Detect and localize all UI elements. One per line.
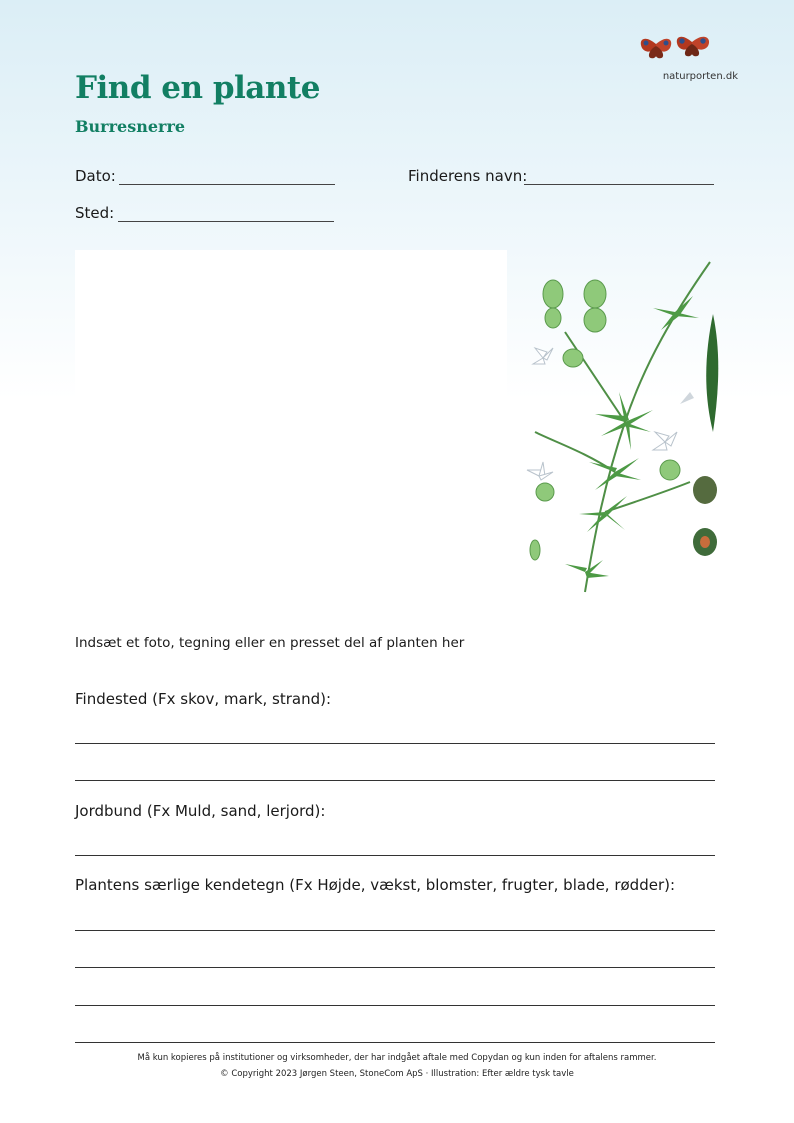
page-title: Find en plante (75, 70, 320, 106)
location-label: Findested (Fx skov, mark, strand): (75, 690, 332, 708)
date-field[interactable] (119, 184, 335, 185)
photo-instruction: Indsæt et foto, tegning eller en presset del af planten her (75, 635, 465, 651)
soil-line-1[interactable] (75, 855, 715, 856)
location-line-1[interactable] (75, 743, 715, 744)
plant-illustration-icon (515, 252, 727, 608)
location-line-2[interactable] (75, 780, 715, 781)
date-label: Dato: (75, 167, 116, 185)
place-label: Sted: (75, 204, 115, 222)
plant-name: Burresnerre (75, 117, 186, 136)
place-field[interactable] (118, 221, 334, 222)
footer-copyright: © Copyright 2023 Jørgen Steen, StoneCom ApS · Illustration: Efter ældre tysk tavle (220, 1069, 574, 1079)
footer-license: Må kun kopieres på institutioner og virksomheder, der har indgået aftale med Copydan og kun inden for aftalens rammer. (137, 1053, 657, 1063)
finder-name-field[interactable] (524, 184, 714, 185)
butterfly-icon (634, 28, 718, 66)
photo-area[interactable] (75, 250, 507, 606)
site-name: naturporten.dk (662, 71, 738, 82)
features-label: Plantens særlige kendetegn (Fx Højde, vækst, blomster, frugter, blade, rødder): (75, 876, 676, 894)
soil-label: Jordbund (Fx Muld, sand, lerjord): (75, 802, 326, 820)
features-line-1[interactable] (75, 930, 715, 931)
features-line-4[interactable] (75, 1042, 715, 1043)
features-line-2[interactable] (75, 967, 715, 968)
features-line-3[interactable] (75, 1005, 715, 1006)
finder-name-label: Finderens navn: (408, 167, 528, 185)
